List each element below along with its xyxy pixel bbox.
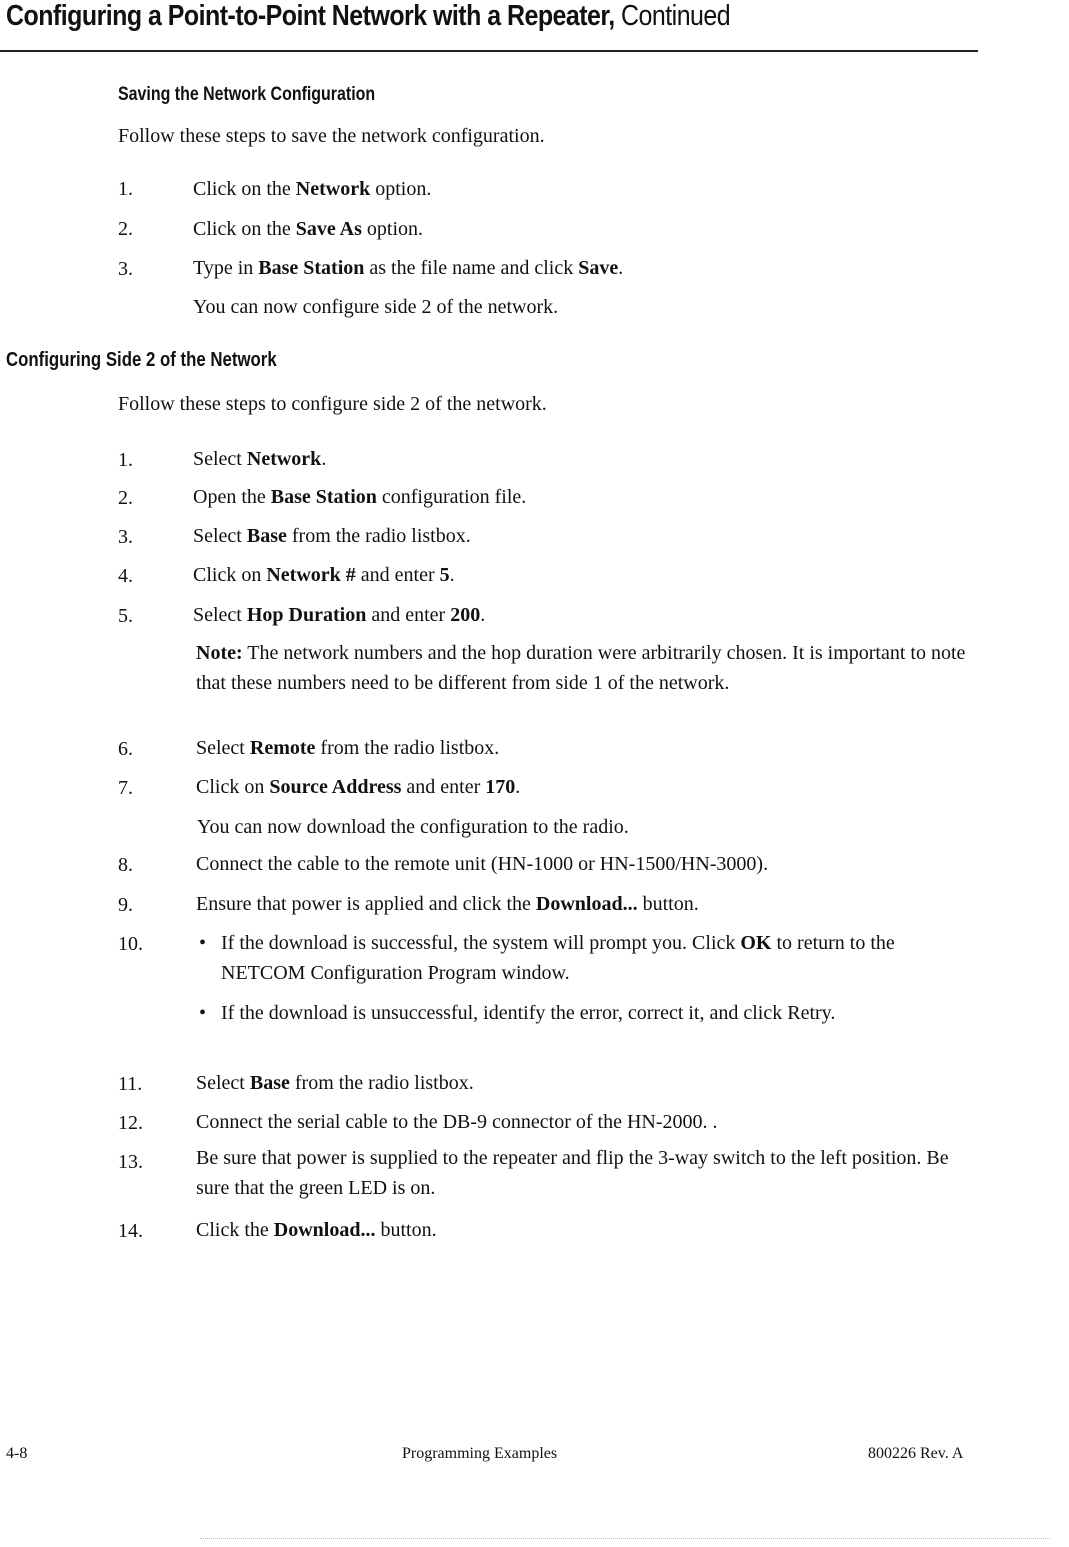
s2-step-num: 5. (118, 605, 133, 627)
s2-step-12: Connect the serial cable to the DB-9 connector of the HN-2000. . (196, 1111, 718, 1133)
s2-step-14: Click the Download... button. (196, 1219, 437, 1241)
scan-artifact (200, 1538, 1050, 1543)
s2-step-1: Select Network. (193, 448, 327, 470)
s1-step-num: 2. (118, 218, 133, 240)
s2-bullet-success: • If the download is successful, the system will prompt you. Click OK to return to the NETCOM Configuration Program window. (197, 928, 981, 988)
bullet-icon: • (199, 1002, 207, 1024)
s2-step-num: 7. (118, 777, 133, 799)
s2-step-num: 10. (118, 933, 143, 955)
s2-step-9: Ensure that power is applied and click the Download... button. (196, 893, 699, 915)
s2-step-7: Click on Source Address and enter 170. (196, 776, 521, 798)
s2-step-num: 3. (118, 526, 133, 548)
page-title-main: Configuring a Point-to-Point Network with a Repeater, (6, 0, 615, 32)
s2-step-num: 13. (118, 1151, 143, 1173)
header-rule (0, 50, 978, 52)
s2-step-5: Select Hop Duration and enter 200. (193, 604, 486, 626)
section-heading-saving: Saving the Network Configuration (118, 84, 376, 105)
page-title-continued: Continued (621, 0, 731, 32)
s1-step-num: 1. (118, 178, 133, 200)
s2-step-11: Select Base from the radio listbox. (196, 1072, 474, 1094)
s2-step-2: Open the Base Station configuration file. (193, 486, 527, 508)
section1-note: You can now configure side 2 of the network. (193, 296, 559, 318)
s2-step-num: 8. (118, 854, 133, 876)
s2-note: Note: The network numbers and the hop duration were arbitrarily chosen. It is important to note that these numbers need to be different from side 1 of the network. (196, 642, 966, 694)
s2-step-num: 6. (118, 738, 133, 760)
s2-step-13: Be sure that power is supplied to the repeater and flip the 3-way switch to the left position. Be sure that the green LED is on. (196, 1147, 949, 1199)
s2-step-num: 2. (118, 487, 133, 509)
bullet-icon: • (199, 932, 207, 954)
s1-step-1: Click on the Network option. (193, 178, 432, 200)
s2-step-num: 11. (118, 1073, 143, 1095)
s2-step-num: 4. (118, 565, 133, 587)
s2-step-num: 14. (118, 1220, 143, 1242)
footer-section: Programming Examples (402, 1445, 558, 1462)
section1-intro: Follow these steps to save the network configuration. (118, 125, 545, 147)
page-title (6, 0, 730, 33)
s2-step-6: Select Remote from the radio listbox. (196, 737, 500, 759)
s2-step-num: 12. (118, 1112, 143, 1134)
s2-step-8: Connect the cable to the remote unit (HN-1000 or HN-1500/HN-3000). (196, 853, 769, 875)
s1-step-3: Type in Base Station as the file name and click Save. (193, 257, 624, 279)
s2-after-step7: You can now download the configuration to the radio. (197, 816, 629, 838)
footer-page-number: 4-8 (6, 1445, 28, 1462)
s2-bullet-failure: • If the download is unsuccessful, identify the error, correct it, and click Retry. (197, 998, 981, 1028)
s1-step-num: 3. (118, 258, 133, 280)
s2-step-4: Click on Network # and enter 5. (193, 564, 455, 586)
s2-step-num: 9. (118, 894, 133, 916)
section-heading-side2: Configuring Side 2 of the Network (6, 349, 277, 371)
s1-step-2: Click on the Save As option. (193, 218, 424, 240)
footer-doc-number: 800226 Rev. A (868, 1445, 964, 1462)
s2-step-3: Select Base from the radio listbox. (193, 525, 471, 547)
section2-intro: Follow these steps to configure side 2 of the network. (118, 393, 547, 415)
s2-step-num: 1. (118, 449, 133, 471)
